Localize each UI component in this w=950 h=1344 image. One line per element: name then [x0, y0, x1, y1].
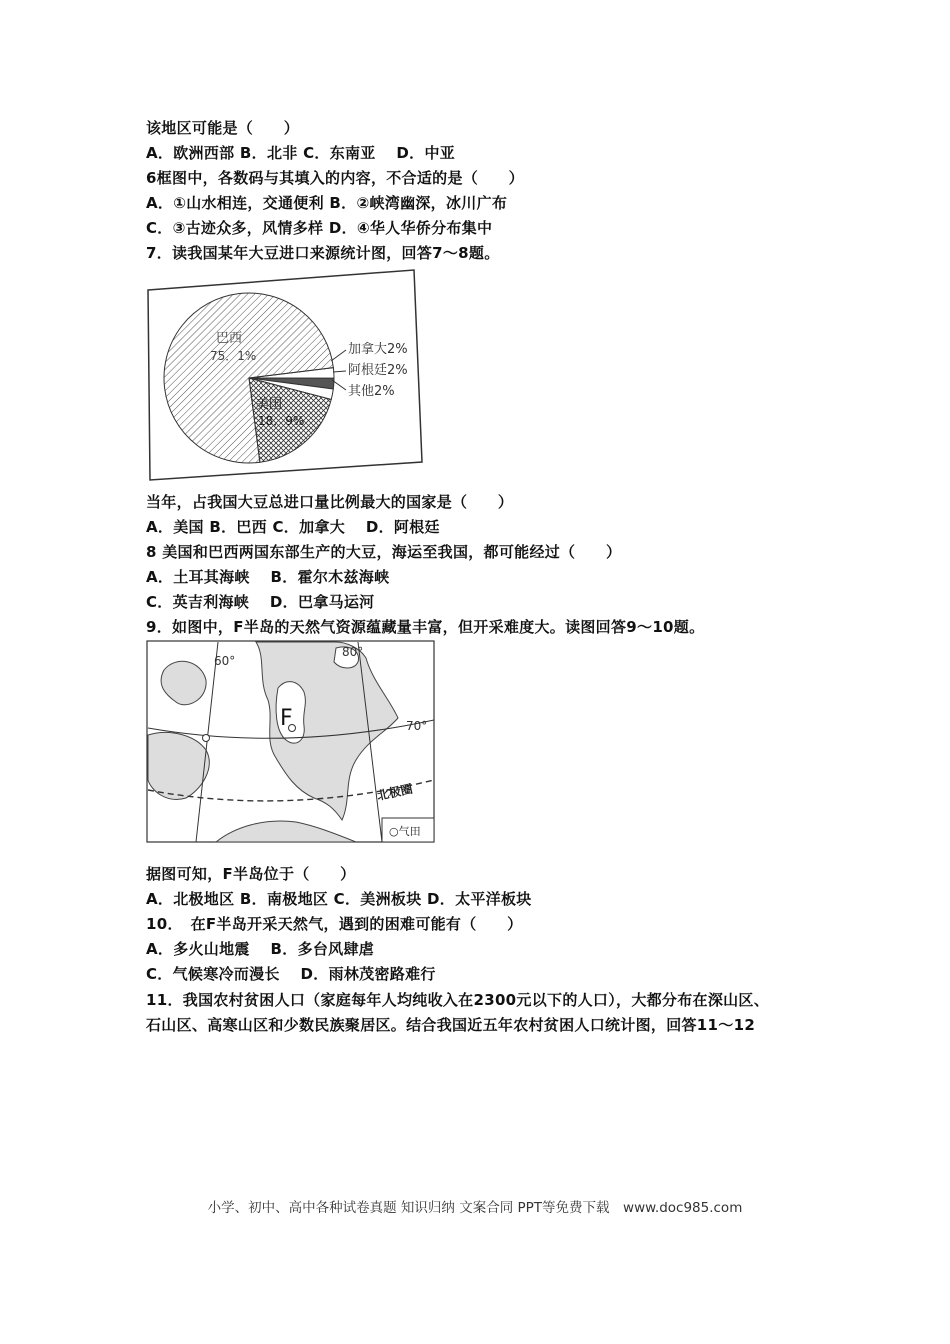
question-9-stem: 据图可知，F半岛位于（ ）	[146, 865, 356, 883]
label-brazil: 巴西	[216, 331, 243, 346]
peninsula-label-f: F	[280, 706, 293, 731]
legend-gas-field: ○气田	[389, 825, 421, 838]
question-7-stem: 当年，占我国大豆总进口量比例最大的国家是（ ）	[146, 493, 514, 511]
arctic-circle-label: 北极圈	[375, 781, 414, 803]
page-footer: 小学、初中、高中各种试卷真题 知识归纳 文案合同 PPT等免费下载 www.doc985.com	[207, 1200, 743, 1216]
question-9-intro: 9．如图中，F半岛的天然气资源蕴藏量丰富，但开采难度大。读图回答9～10题。	[146, 618, 705, 636]
label-usa: 美国	[256, 397, 283, 412]
question-7-intro: 7．读我国某年大豆进口来源统计图，回答7～8题。	[146, 244, 500, 262]
question-6-options: A．欧洲西部 B．北非 C．东南亚 D．中亚	[146, 144, 456, 162]
question-11-intro-1: 11．我国农村贫困人口（家庭每年人均纯收入在2300元以下的人口），大都分布在深山区、	[146, 991, 770, 1009]
lon-label-80: 80°	[342, 645, 364, 659]
question-10-options-ab: A．多火山地震 B．多台风肆虐	[146, 940, 375, 958]
lat-label-70: 70°	[406, 719, 428, 733]
value-brazil: 75．1%	[210, 349, 257, 363]
question-6b-options-cd: C．③古迹众多，风情多样 D．④华人华侨分布集中	[146, 219, 493, 237]
gas-field-icon	[203, 735, 210, 742]
question-10-options-cd: C．气候寒冷而漫长 D．雨林茂密路难行	[146, 965, 436, 983]
soybean-import-pie-chart	[146, 268, 424, 483]
question-7-options: A．美国 B．巴西 C．加拿大 D．阿根廷	[146, 518, 440, 536]
question-11-intro-2: 石山区、高寒山区和少数民族聚居区。结合我国近五年农村贫困人口统计图，回答11～12	[146, 1016, 756, 1034]
question-10-stem: 10． 在F半岛开采天然气，遇到的困难可能有（ ）	[146, 915, 523, 933]
question-8-stem: 8 美国和巴西两国东部生产的大豆，海运至我国，都可能经过（ ）	[146, 543, 622, 561]
lon-label-60: 60°	[214, 654, 236, 668]
label-other: 其他2%	[348, 384, 395, 399]
question-8-options-ab: A．土耳其海峡 B．霍尔木兹海峡	[146, 568, 390, 586]
label-canada: 加拿大2%	[348, 342, 408, 357]
question-6b-options-ab: A．①山水相连，交通便利 B．②峡湾幽深，冰川广布	[146, 194, 508, 212]
label-argentina: 阿根廷2%	[348, 363, 408, 378]
value-usa: 18．9%	[258, 414, 305, 428]
question-6b-stem: 6框图中，各数码与其填入的内容，不合适的是（ ）	[146, 169, 524, 187]
question-9-options: A．北极地区 B．南极地区 C．美洲板块 D．太平洋板块	[146, 890, 532, 908]
f-peninsula-map	[146, 640, 436, 844]
question-6-stem: 该地区可能是（ ）	[146, 119, 300, 137]
question-8-options-cd: C．英吉利海峡 D．巴拿马运河	[146, 593, 375, 611]
